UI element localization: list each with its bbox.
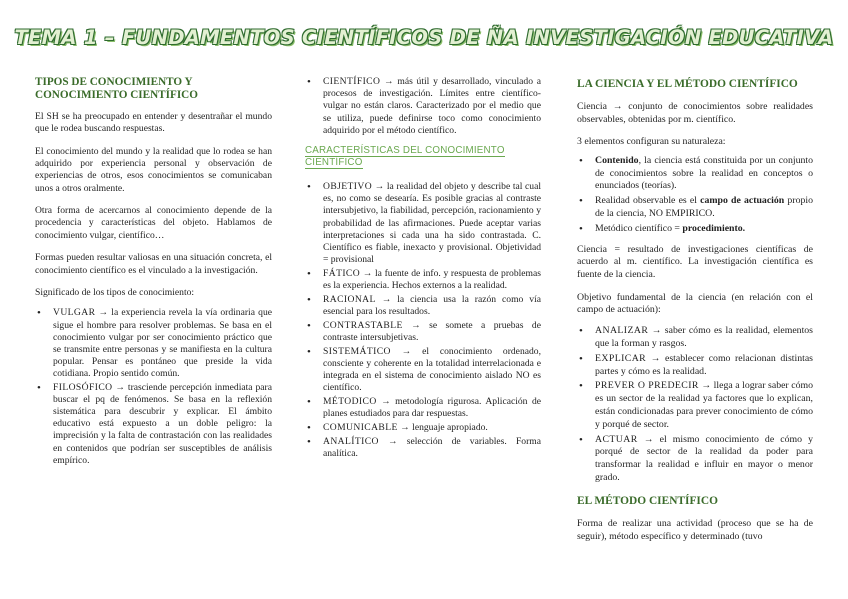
term: COMUNICABLE bbox=[323, 421, 398, 433]
term: PREVER O PREDECIR bbox=[595, 380, 699, 392]
definition: → el conocimiento ordenado, consciente y coherente en la totalidad interrelacionada e integrada en el sistema de conocimiento aislado NO es científico. bbox=[323, 345, 541, 394]
list-item bbox=[577, 353, 813, 379]
paragraph: 3 elementos configuran su naturaleza: bbox=[577, 136, 726, 148]
term: FÁTICO bbox=[323, 267, 361, 279]
list-item bbox=[577, 434, 813, 485]
list-item bbox=[305, 436, 541, 460]
elements-list bbox=[577, 155, 813, 236]
term: RACIONAL bbox=[323, 293, 376, 305]
section-heading-tipos: TIPOS DE CONOCIMIENTO Y CONOCIMIENTO CIENTÍFICO bbox=[35, 76, 198, 101]
term: VULGAR bbox=[53, 307, 96, 319]
term: ANALIZAR bbox=[595, 325, 649, 337]
definition: → se somete a pruebas de contraste intersubjetivas. bbox=[323, 319, 541, 343]
list-item-cientifico bbox=[305, 76, 541, 137]
paragraph: Objetivo fundamental de la ciencia (en relación con el campo de actuación): bbox=[577, 291, 813, 316]
term: FILOSÓFICO bbox=[53, 381, 113, 393]
list-item bbox=[305, 181, 541, 266]
list-item bbox=[305, 346, 541, 395]
definition: → la experiencia revela la vía ordinaria que sigue el hombre para resolver problemas. Se basa en el conocimiento vulgar por ser conocimiento práctico que se transmite entre personas y se manifiesta en la cultura popular. Pensar es pontáneo que preside la vida cotidiana. Propio sentido común. bbox=[53, 307, 272, 380]
definition: → saber cómo es la realidad, elementos que la forman y rasgos. bbox=[595, 325, 813, 349]
objectives-list bbox=[577, 325, 813, 485]
definition: → la realidad del objeto y describe tal cual es, no como se desearía. Es posible gracias al contraste intersubjetivo, la fiabilidad, percepción, racionamiento y probabilidad de las afirmaciones. Puede aceptar varias interpretaciones si cada una ha sido contrastada. C. Científico es fiable, inexacto y provisional. Objetividad = provisional bbox=[323, 181, 541, 266]
subheading-caracteristicas bbox=[305, 145, 541, 169]
paragraph: Otra forma de acercarnos al conocimiento depende de la procedencia y características del objeto. Hablamos de conocimiento vulgar, científico… bbox=[35, 205, 272, 241]
term: EXPLICAR bbox=[595, 352, 647, 364]
list-item-vulgar bbox=[35, 307, 272, 380]
definition: , la ciencia está constituida por un conjunto de conocimientos sobre la realidad en conceptos o enunciados (teorías). bbox=[595, 154, 813, 192]
definition: → trasciende percepción inmediata para buscar el pq de fenómenos. Se basa en la reflexión sistemática para descubrir y explicar. El ámbito educativo está expuesto a un doble peligro: la imprecisión y la falta de contrastación con las realidades en contenidos que podrían ser susceptibles de análisis empírico. bbox=[53, 381, 272, 466]
subheading-text: CARACTERÍSTICAS DEL CONOCIMIENTO CIENTÍFICO bbox=[305, 145, 505, 169]
list-item bbox=[305, 294, 541, 318]
term: CIENTÍFICO bbox=[323, 76, 381, 87]
term: MÉTODICO bbox=[323, 395, 377, 407]
paragraph: El SH se ha preocupado en entender y desentrañar el mundo que le rodea buscando respuestas. bbox=[35, 111, 272, 135]
column-3 bbox=[577, 78, 813, 553]
paragraph: El conocimiento del mundo y la realidad que lo rodea se han adquirido por experiencia personal y observación de experiencias de otros, esos conocimientos se comunicaban unos a otros oralmente. bbox=[35, 145, 272, 194]
paragraph: Ciencia = resultado de investigaciones científicas de acuerdo al m. científico. La investigación científica es fuente de la ciencia. bbox=[577, 243, 813, 281]
list-item bbox=[305, 320, 541, 344]
list-item-filosofico bbox=[35, 382, 272, 467]
term: CONTRASTABLE bbox=[323, 319, 403, 331]
knowledge-types-list-cont bbox=[305, 76, 541, 137]
paragraph: Ciencia → conjunto de conocimientos sobre realidades observables, obtenidas por m. científico. bbox=[577, 101, 813, 125]
knowledge-types-list bbox=[35, 307, 272, 467]
definition: → más útil y desarrollado, vinculado a procesos de investigación. Límites entre científico-vulgar no están claros. Caracterizado por el medio que se utiliza, puede definirse toco como conocimiento adquirido por el método científico. bbox=[323, 76, 541, 136]
column-1 bbox=[35, 76, 272, 475]
characteristics-list bbox=[305, 181, 541, 460]
list-item-contenido bbox=[577, 155, 813, 193]
list-item bbox=[577, 380, 813, 431]
list-item bbox=[305, 396, 541, 420]
bold-term: campo de actuación bbox=[700, 195, 785, 207]
definition: → selección de variables. Forma analítica. bbox=[323, 435, 541, 459]
paragraph: Formas pueden resultar valiosas en una situación concreta, el conocimiento científico es el vinculado a la investigación. bbox=[35, 252, 272, 276]
section-heading-ciencia: LA CIENCIA Y EL MÉTODO CIENTÍFICO bbox=[577, 78, 798, 90]
page-title: TEMA 1 – FUNDAMENTOS CIENTÍFICOS DE ÑA INVESTIGACIÓN EDUCATIVA bbox=[14, 26, 834, 49]
definition-tail: propio de la ciencia, NO EMPIRICO. bbox=[595, 195, 813, 220]
definition: → llega a lograr saber cómo es un sector de la realidad ya factores que lo explican, están condicionadas para prever conocimiento de cómo y porqué de sector. bbox=[595, 380, 813, 430]
definition: → metodología rigurosa. Aplicación de planes estudiados para dar respuestas. bbox=[323, 395, 541, 420]
definition: → el mismo conocimiento de cómo y porqué de sector de la realidad da poder para transformar la realidad e influir en mayor o menor grado. bbox=[595, 433, 813, 483]
term: SISTEMÁTICO bbox=[323, 345, 391, 357]
section-heading-metodo: EL MÉTODO CIENTÍFICO bbox=[577, 494, 718, 507]
term: ACTUAR bbox=[595, 433, 638, 445]
column-2 bbox=[305, 76, 541, 468]
definition: Realidad observable es el bbox=[595, 195, 701, 207]
list-item-metodico bbox=[577, 223, 813, 236]
definition: → la ciencia usa la razón como vía esencial para los resultados. bbox=[323, 293, 541, 318]
definition: → establecer como relacionan distintas partes y cómo es la realidad. bbox=[595, 352, 813, 377]
paragraph: Forma de realizar una actividad (proceso que se ha de seguir), método específico y determinado (tuvo bbox=[577, 517, 813, 542]
term: ANALÍTICO bbox=[323, 435, 379, 447]
paragraph: Significado de los tipos de conocimiento: bbox=[35, 287, 195, 299]
list-item bbox=[577, 325, 813, 351]
definition: → la fuente de info. y respuesta de problemas es la experiencia. Hechos externos a la realidad. bbox=[323, 267, 541, 292]
list-item bbox=[305, 422, 541, 434]
bold-term: Contenido bbox=[595, 154, 639, 166]
list-item bbox=[305, 268, 541, 292]
bold-term: procedimiento. bbox=[682, 222, 746, 234]
term: OBJETIVO bbox=[323, 181, 373, 193]
list-item-realidad bbox=[577, 195, 813, 221]
definition: → lenguaje apropiado. bbox=[397, 421, 488, 433]
definition: Metódico científico = bbox=[595, 222, 683, 234]
